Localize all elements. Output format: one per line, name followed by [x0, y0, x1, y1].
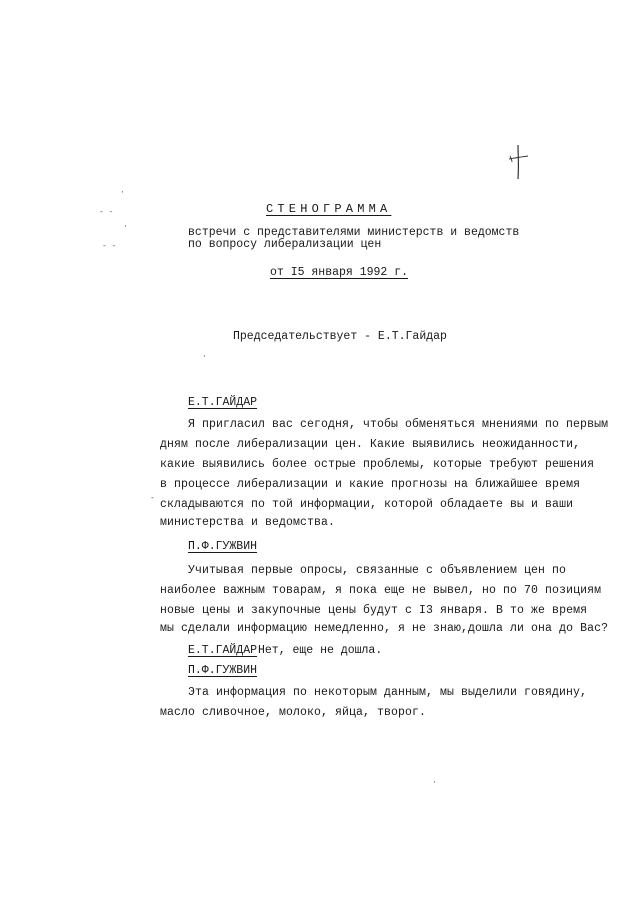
handwritten-cross-mark	[506, 144, 530, 180]
margin-mark: - -	[99, 208, 114, 217]
paragraph-line: Учитывая первые опросы, связанные с объявлением цен по	[188, 564, 567, 577]
margin-mark: ·	[432, 778, 437, 787]
margin-mark: -	[150, 494, 155, 503]
speaker-name: Е.Т.ГАЙДАР	[188, 396, 258, 409]
paragraph-line: дням после либерализации цен. Какие выявились неожиданности,	[160, 438, 581, 451]
paragraph-line: какие выявились более острые проблемы, которые требуют решения	[160, 458, 595, 471]
speaker-name: П.Ф.ГУЖВИН	[188, 540, 258, 553]
margin-mark: ·	[120, 188, 125, 197]
paragraph-line: складываются по той информации, которой обладаете вы и ваши	[160, 498, 574, 511]
paragraph-line: наиболее важным товарам, я пока еще не вывел, но по 70 позициям	[160, 584, 602, 597]
paragraph-line: в процессе либерализации и какие прогнозы на ближайшее время	[160, 478, 581, 491]
margin-mark: ·	[123, 222, 128, 231]
paragraph-line: масло сливочное, молоко, яйца, творог.	[160, 706, 427, 719]
subtitle-line-2: по вопросу либерализации цен	[188, 238, 382, 251]
margin-mark: - -	[102, 242, 117, 251]
paragraph-line: министерства и ведомства.	[160, 516, 336, 529]
reply-text: Нет, еще не дошла.	[258, 644, 383, 657]
margin-mark: ·	[202, 352, 207, 361]
speaker-name: П.Ф.ГУЖВИН	[188, 664, 258, 677]
speaker-name: Е.Т.ГАЙДАР	[188, 644, 258, 657]
paragraph-line: Эта информация по некоторым данным, мы выделили говядину,	[188, 686, 588, 699]
document-date: от I5 января 1992 г.	[270, 266, 409, 279]
paragraph-line: новые цены и закупочные цены будут с I3 января. В то же время	[160, 604, 588, 617]
paragraph-line: мы сделали информацию немедленно, я не знаю,дошла ли она до Вас?	[160, 622, 609, 635]
subtitle-line-1: встречи с представителями министерств и ведомств	[188, 226, 520, 239]
document-title: СТЕНОГРАММА	[266, 202, 392, 216]
paragraph-line: Я пригласил вас сегодня, чтобы обменяться мнениями по первым	[188, 418, 609, 431]
chair-line: Председательствует - Е.Т.Гайдар	[233, 330, 447, 343]
